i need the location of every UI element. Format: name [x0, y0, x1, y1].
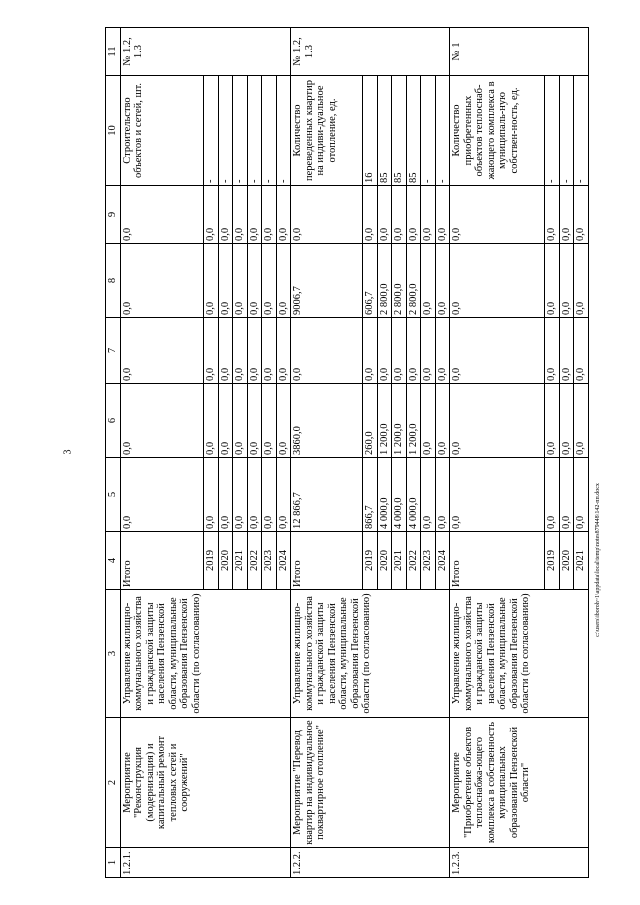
amount-cell: 0,0 — [204, 186, 219, 244]
amount-cell: 2 800,0 — [392, 244, 407, 318]
total-value: 0,0 — [450, 318, 545, 384]
header-cell: 2 — [106, 718, 121, 848]
header-cell: 1 — [106, 848, 121, 878]
amount-cell: 0,0 — [377, 186, 392, 244]
header-cell: 10 — [106, 76, 121, 186]
amount-cell: 0,0 — [435, 458, 450, 532]
amount-cell: 0,0 — [262, 318, 277, 384]
amount-cell: 0,0 — [247, 458, 262, 532]
year-cell: 2020 — [559, 532, 574, 590]
indicator-value: - — [276, 76, 291, 186]
total-value: 0,0 — [120, 186, 204, 244]
amount-cell: 0,0 — [545, 318, 560, 384]
header-cell: 9 — [106, 186, 121, 244]
event-number: 1.2.1. — [120, 848, 291, 878]
year-cell: 2023 — [262, 532, 277, 590]
rotated-page-content — [105, 28, 586, 878]
total-value: 0,0 — [291, 186, 363, 244]
header-cell: 8 — [106, 244, 121, 318]
indicator-value: - — [262, 76, 277, 186]
total-label: Итого — [291, 532, 363, 590]
amount-cell: 1 200,0 — [392, 384, 407, 458]
amount-cell: 0,0 — [262, 458, 277, 532]
amount-cell: 4 000,0 — [392, 458, 407, 532]
amount-cell: 0,0 — [204, 384, 219, 458]
amount-cell: 0,0 — [574, 244, 589, 318]
target-link: № 1.2, 1.3 — [291, 28, 450, 76]
amount-cell: 0,0 — [204, 244, 219, 318]
amount-cell: 1 200,0 — [377, 384, 392, 458]
header-cell: 5 — [106, 458, 121, 532]
amount-cell: 0,0 — [392, 318, 407, 384]
amount-cell: 0,0 — [218, 458, 233, 532]
total-value: 0,0 — [450, 186, 545, 244]
indicator-value: 16 — [363, 76, 378, 186]
amount-cell: 0,0 — [574, 318, 589, 384]
amount-cell: 1 200,0 — [406, 384, 421, 458]
indicator-value: - — [218, 76, 233, 186]
indicator-value: - — [247, 76, 262, 186]
amount-cell: 0,0 — [421, 458, 436, 532]
header-cell: 4 — [106, 532, 121, 590]
amount-cell: 0,0 — [559, 244, 574, 318]
amount-cell: 0,0 — [435, 318, 450, 384]
amount-cell: 0,0 — [262, 384, 277, 458]
event-number: 1.2.2. — [291, 848, 450, 878]
event-total-row — [450, 28, 545, 878]
amount-cell: 4 000,0 — [406, 458, 421, 532]
event-executor: Управление жилищно-коммунального хозяйства и гражданской защиты населения Пензенской области, муниципальные образования Пензенской области (по согласованию) — [120, 590, 291, 718]
event-executor: Управление жилищно-коммунального хозяйства и гражданской защиты населения Пензенской области, муниципальные образования Пензенской области (по согласованию) — [291, 590, 450, 718]
indicator-value: 85 — [406, 76, 421, 186]
total-value: 0,0 — [450, 384, 545, 458]
total-value: 0,0 — [450, 244, 545, 318]
amount-cell: 0,0 — [406, 318, 421, 384]
amount-cell: 0,0 — [276, 458, 291, 532]
event-name: Мероприятие "Приобретение объектов теплоснабжа-ющего комплекса в собственность муниципальных образований Пензенской области" — [450, 718, 589, 848]
amount-cell: 606,7 — [363, 244, 378, 318]
target-link: № 1.2, 1.3 — [120, 28, 291, 76]
event-executor: Управление жилищно-коммунального хозяйства и гражданской защиты населения Пензенской области, муниципальные образования Пензенской области (по согласованию) — [450, 590, 589, 718]
page-number: 3 — [62, 449, 74, 455]
header-row — [106, 28, 121, 878]
amount-cell: 0,0 — [276, 384, 291, 458]
header-cell: 11 — [106, 28, 121, 76]
amount-cell: 0,0 — [233, 244, 248, 318]
event-name: Мероприятие "Реконструкция (модернизация) и капитальный ремонт тепловых сетей и сооружений" — [120, 718, 291, 848]
header-cell: 7 — [106, 318, 121, 384]
amount-cell: 0,0 — [559, 458, 574, 532]
amount-cell: 0,0 — [545, 384, 560, 458]
year-cell: 2024 — [435, 532, 450, 590]
total-value: 3860,0 — [291, 384, 363, 458]
amount-cell: 0,0 — [218, 384, 233, 458]
amount-cell: 0,0 — [559, 384, 574, 458]
amount-cell: 0,0 — [262, 186, 277, 244]
total-value: 0,0 — [120, 244, 204, 318]
year-cell: 2021 — [233, 532, 248, 590]
indicator-value: 85 — [377, 76, 392, 186]
event-total-row — [291, 28, 363, 878]
amount-cell: 0,0 — [218, 244, 233, 318]
amount-cell: 0,0 — [247, 244, 262, 318]
total-value: 0,0 — [291, 318, 363, 384]
amount-cell: 0,0 — [377, 318, 392, 384]
amount-cell: 0,0 — [218, 186, 233, 244]
amount-cell: 0,0 — [421, 318, 436, 384]
indicator-value: - — [574, 76, 589, 186]
amount-cell: 0,0 — [421, 384, 436, 458]
indicator-value: 85 — [392, 76, 407, 186]
total-value: 0,0 — [450, 458, 545, 532]
amount-cell: 0,0 — [435, 186, 450, 244]
year-cell: 2019 — [363, 532, 378, 590]
footer-file-path: c:\users\iboroh~1\appdata\local\temp\notes879448\142-пп.docx — [595, 483, 601, 637]
indicator-value: - — [545, 76, 560, 186]
amount-cell: 0,0 — [247, 384, 262, 458]
amount-cell: 0,0 — [233, 318, 248, 384]
event-total-row — [120, 28, 204, 878]
amount-cell: 0,0 — [559, 186, 574, 244]
amount-cell: 0,0 — [545, 458, 560, 532]
indicator-value: - — [204, 76, 219, 186]
amount-cell: 0,0 — [574, 458, 589, 532]
amount-cell: 866,7 — [363, 458, 378, 532]
amount-cell: 0,0 — [435, 244, 450, 318]
year-cell: 2022 — [406, 532, 421, 590]
total-value: 0,0 — [120, 318, 204, 384]
amount-cell: 0,0 — [247, 318, 262, 384]
total-label: Итого — [450, 532, 545, 590]
amount-cell: 0,0 — [233, 186, 248, 244]
amount-cell: 0,0 — [435, 384, 450, 458]
year-cell: 2023 — [421, 532, 436, 590]
amount-cell: 0,0 — [204, 318, 219, 384]
amount-cell: 0,0 — [363, 318, 378, 384]
amount-cell: 4 000,0 — [377, 458, 392, 532]
amount-cell: 2 800,0 — [377, 244, 392, 318]
year-cell: 2019 — [204, 532, 219, 590]
amount-cell: 0,0 — [545, 186, 560, 244]
total-value: 12 866,7 — [291, 458, 363, 532]
amount-cell: 0,0 — [363, 186, 378, 244]
amount-cell: 0,0 — [559, 318, 574, 384]
header-cell: 6 — [106, 384, 121, 458]
amount-cell: 0,0 — [574, 384, 589, 458]
total-value: 0,0 — [120, 384, 204, 458]
program-table — [105, 27, 589, 878]
indicator-value: - — [435, 76, 450, 186]
amount-cell: 0,0 — [574, 186, 589, 244]
total-label: Итого — [120, 532, 204, 590]
amount-cell: 0,0 — [421, 186, 436, 244]
amount-cell: 0,0 — [218, 318, 233, 384]
indicator-name: Количество приобретенных объектов теплоснаб-жающего комплекса в муниципаль-ную собствен-ность, ед. — [450, 76, 545, 186]
amount-cell: 0,0 — [262, 244, 277, 318]
amount-cell: 0,0 — [233, 384, 248, 458]
amount-cell: 260,0 — [363, 384, 378, 458]
indicator-name: Количество переведенных квартир на индиви-дуальное отопление, ед. — [291, 76, 363, 186]
year-cell: 2019 — [545, 532, 560, 590]
amount-cell: 0,0 — [421, 244, 436, 318]
year-cell: 2024 — [276, 532, 291, 590]
indicator-value: - — [421, 76, 436, 186]
total-value: 9006,7 — [291, 244, 363, 318]
amount-cell: 0,0 — [545, 244, 560, 318]
total-value: 0,0 — [120, 458, 204, 532]
indicator-value: - — [559, 76, 574, 186]
amount-cell: 0,0 — [247, 186, 262, 244]
amount-cell: 0,0 — [276, 186, 291, 244]
year-cell: 2022 — [247, 532, 262, 590]
event-number: 1.2.3. — [450, 848, 589, 878]
amount-cell: 0,0 — [204, 458, 219, 532]
amount-cell: 0,0 — [392, 186, 407, 244]
amount-cell: 0,0 — [406, 186, 421, 244]
year-cell: 2020 — [377, 532, 392, 590]
amount-cell: 2 800,0 — [406, 244, 421, 318]
target-link: № 1 — [450, 28, 589, 76]
year-cell: 2021 — [574, 532, 589, 590]
amount-cell: 0,0 — [276, 244, 291, 318]
event-name: Мероприятие "Перевод квартир на индивидуальное поквартирное отопление" — [291, 718, 450, 848]
header-cell: 3 — [106, 590, 121, 718]
year-cell: 2021 — [392, 532, 407, 590]
indicator-name: Строительство объектов и сетей, шт. — [120, 76, 204, 186]
indicator-value: - — [233, 76, 248, 186]
amount-cell: 0,0 — [233, 458, 248, 532]
amount-cell: 0,0 — [276, 318, 291, 384]
year-cell: 2020 — [218, 532, 233, 590]
